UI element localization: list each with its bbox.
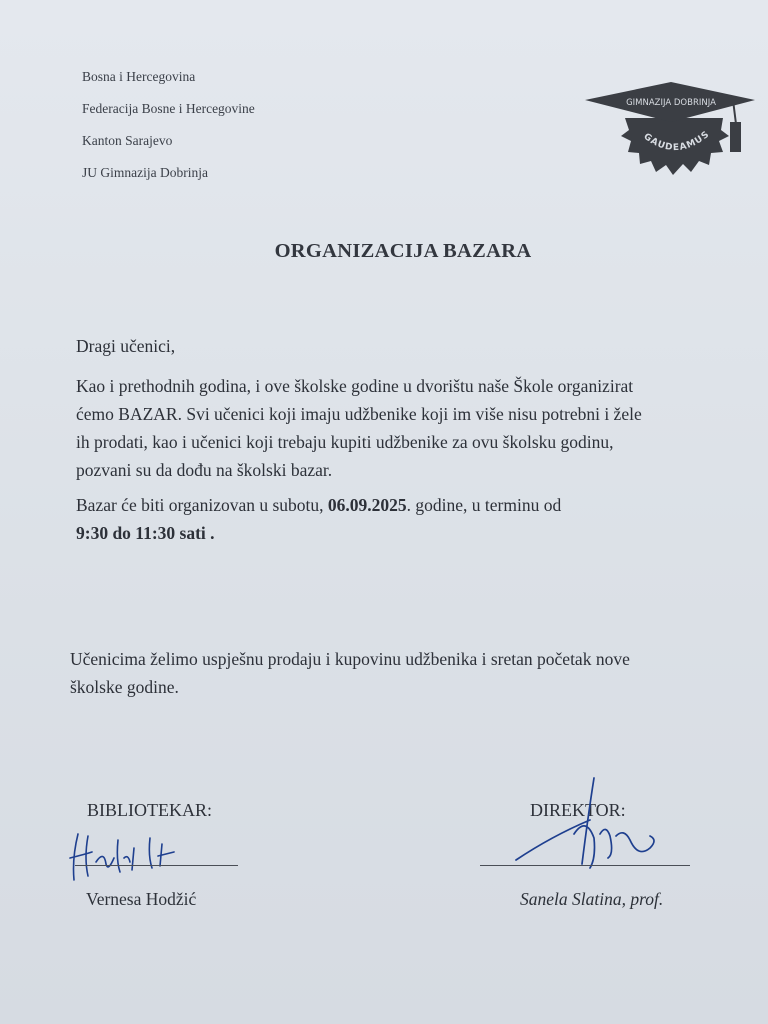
document-title: ORGANIZACIJA BAZARA <box>274 240 532 262</box>
librarian-signature-line <box>75 865 238 866</box>
header-line-canton: Kanton Sarajevo <box>82 133 173 148</box>
librarian-title: BIBLIOTEKAR: <box>87 800 212 820</box>
director-signature <box>512 776 662 876</box>
school-logo <box>583 78 758 190</box>
librarian-name: Vernesa Hodžić <box>86 889 197 909</box>
schedule-suffix: . godine, u terminu od <box>406 495 562 515</box>
event-date: 06.09.2025 <box>327 495 407 515</box>
schedule-prefix: Bazar će biti organizovan u subotu, <box>76 495 328 515</box>
paragraph-schedule <box>76 491 716 547</box>
paragraph-line: Učenicima želimo uspješnu prodaju i kupovinu udžbenika i sretan početak nove <box>70 649 630 669</box>
paragraph-line: ih prodati, kao i učenici koji trebaju kupiti udžbenike za ovu školsku godinu, <box>76 432 614 452</box>
logo-top-text: GIMNAZIJA DOBRINJA <box>626 98 716 108</box>
paragraph-line: ćemo BAZAR. Svi učenici koji imaju udžbenike koji im više nisu potrebni i žele <box>76 404 642 424</box>
header-line-school: JU Gimnazija Dobrinja <box>82 165 208 180</box>
logo-seal-text: GAUDEAMUS <box>641 129 712 154</box>
paragraph-intro <box>76 372 716 484</box>
librarian-signature <box>66 828 186 886</box>
paragraph-line: pozvani su da dođu na školski bazar. <box>76 460 333 480</box>
director-name: Sanela Slatina, prof. <box>520 889 664 909</box>
director-signature-line <box>480 865 690 866</box>
paragraph-line: školske godine. <box>70 677 179 697</box>
schedule-line <box>76 491 716 519</box>
header-line-federation: Federacija Bosne i Hercegovine <box>82 101 255 116</box>
institution-header <box>82 61 255 189</box>
logo-tassel <box>730 122 741 152</box>
event-time: 9:30 do 11:30 sati . <box>76 523 215 543</box>
paragraph-line: Kao i prethodnih godina, i ove školske godine u dvorištu naše Škole organizirat <box>76 376 634 396</box>
greeting: Dragi učenici, <box>76 336 176 356</box>
paragraph-wishes <box>70 645 750 701</box>
director-title: DIREKTOR: <box>530 800 626 820</box>
header-line-country: Bosna i Hercegovina <box>82 69 196 84</box>
